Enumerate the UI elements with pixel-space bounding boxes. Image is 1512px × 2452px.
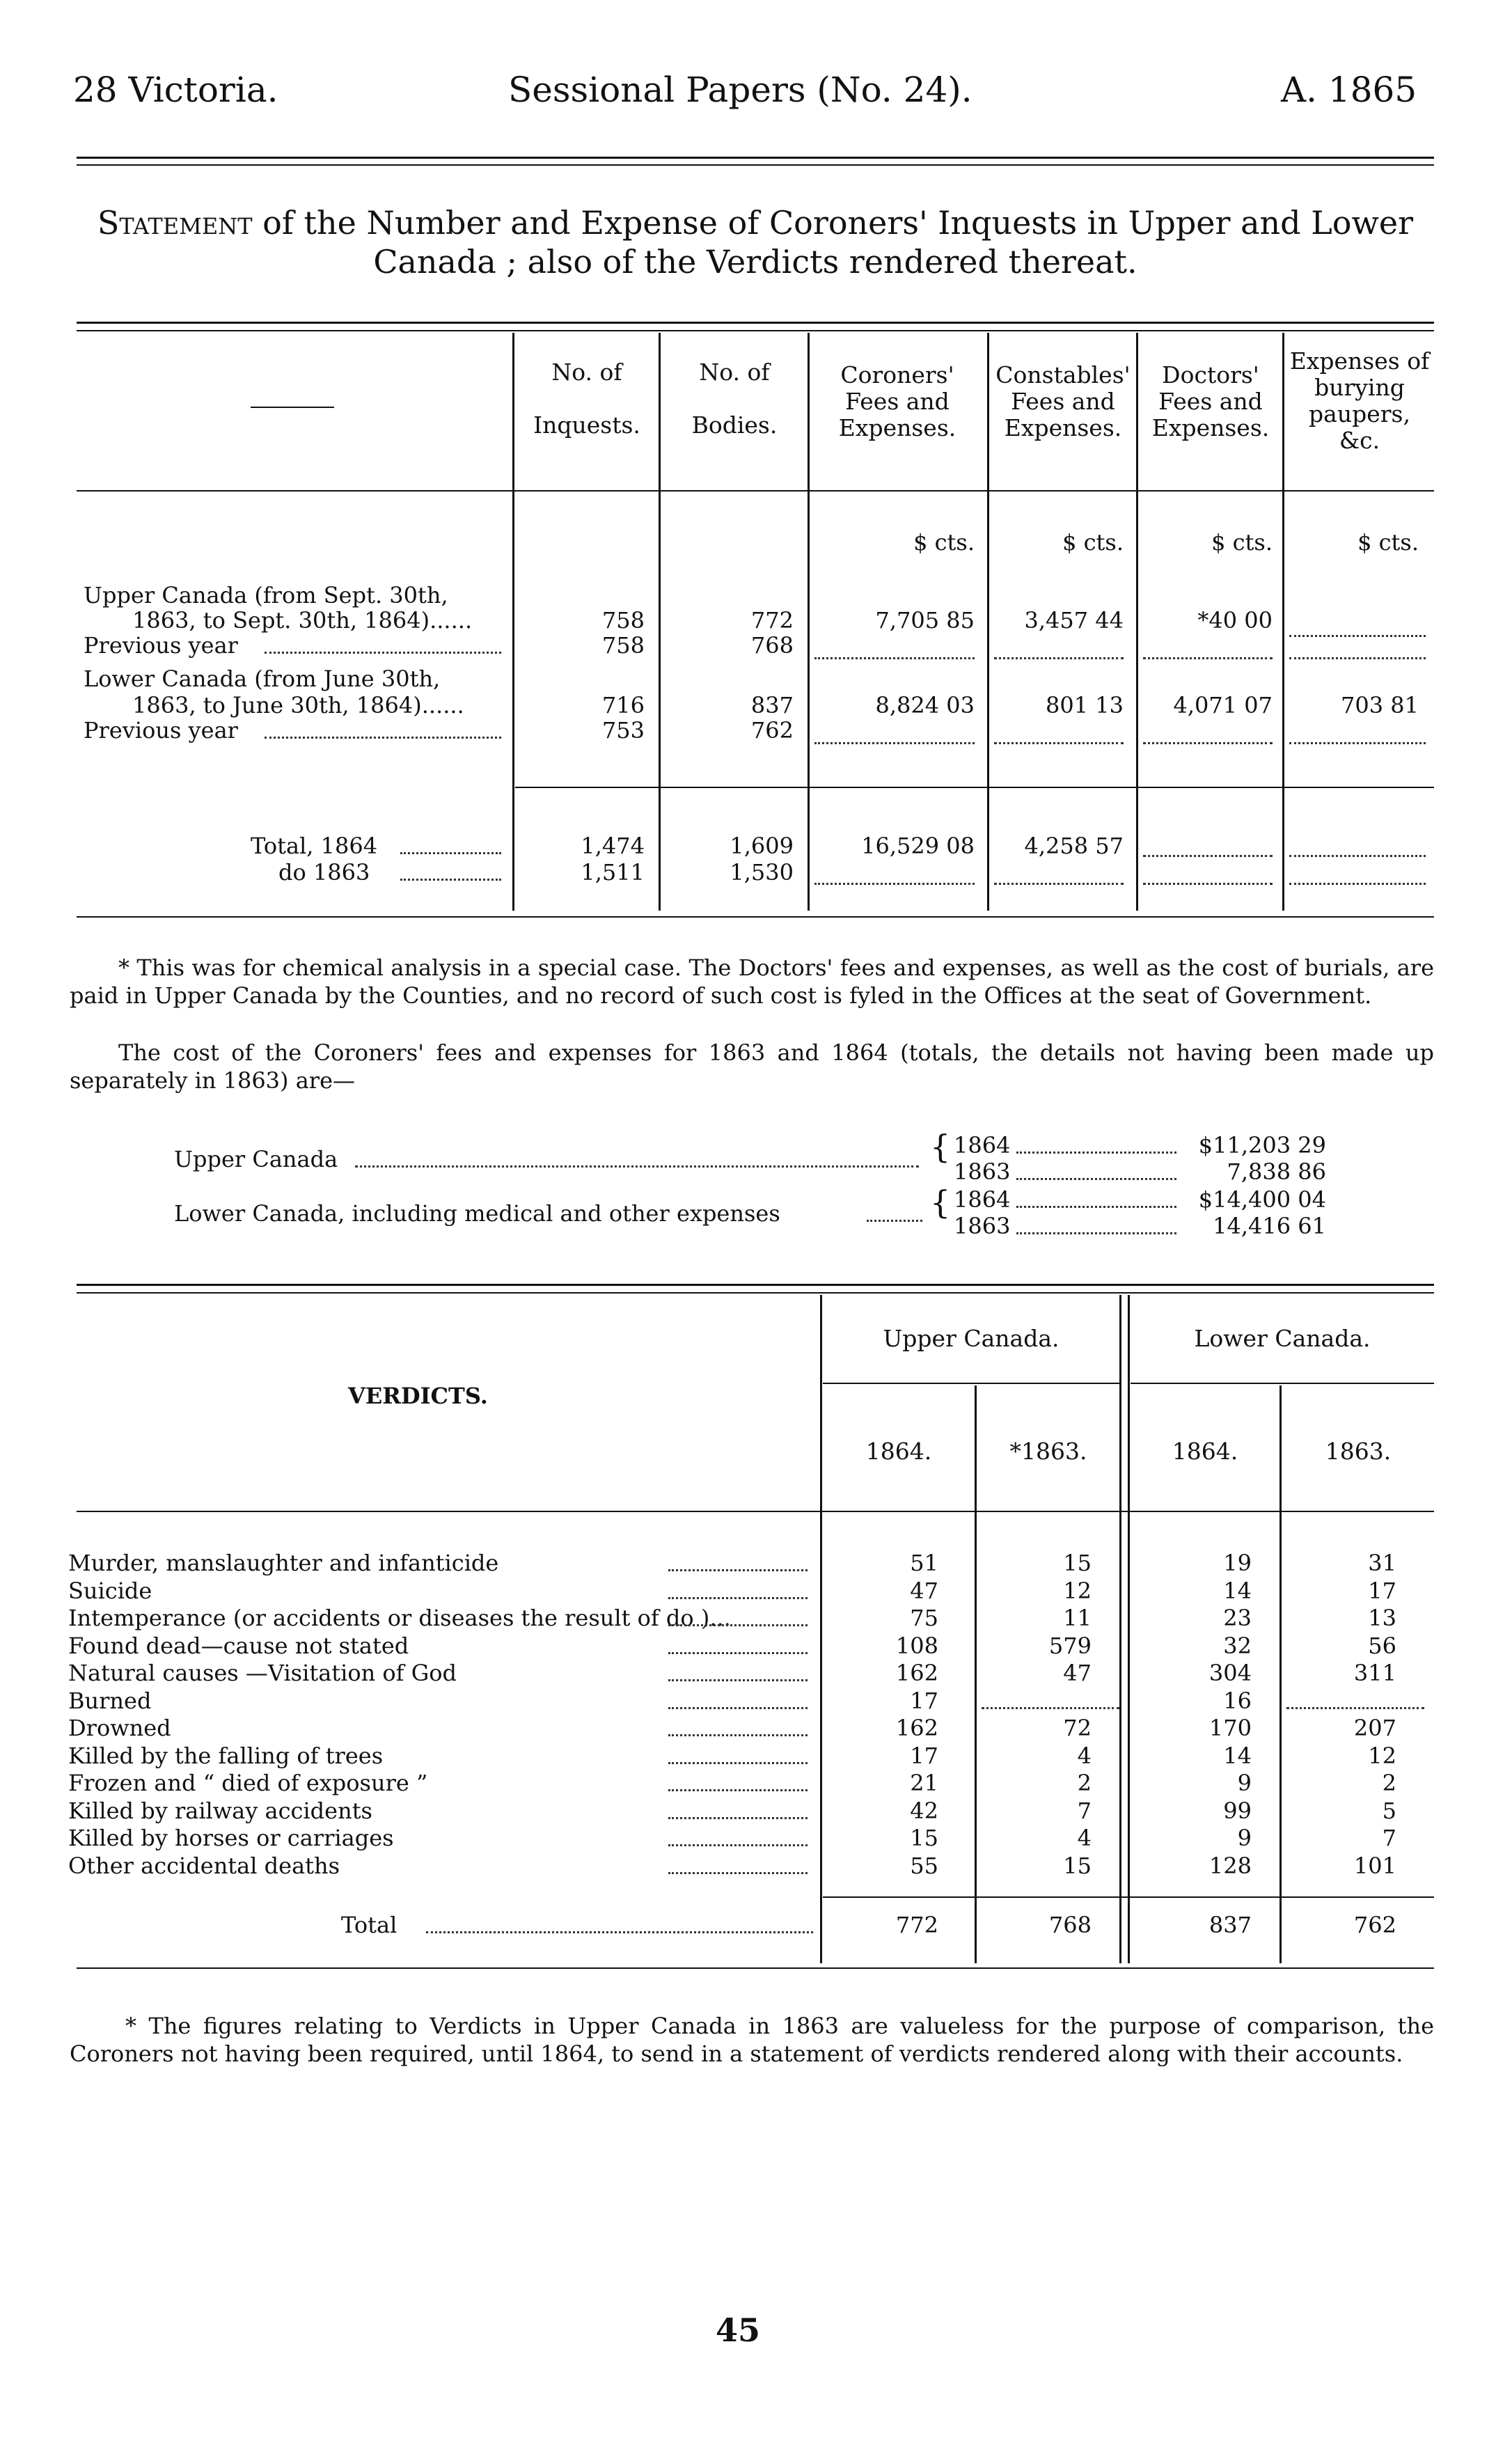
verdict-label: Killed by the falling of trees	[68, 1743, 384, 1769]
verdict-label: Other accidental deaths	[68, 1853, 340, 1879]
verdicts-top-rule-2	[77, 1292, 1434, 1294]
upper-span-rule	[823, 1383, 1119, 1384]
verdicts-header-rule	[77, 1511, 1434, 1512]
total-upper-1864: 772	[895, 1912, 938, 1938]
dotted-leader	[668, 1652, 808, 1654]
verdicts-heading: VERDICTS.	[348, 1383, 488, 1409]
verdict-label: Frozen and “ died of exposure ”	[68, 1770, 428, 1796]
cell-burying: 703 81	[1341, 692, 1419, 718]
verdict-value: 7	[1077, 1798, 1092, 1824]
table1-top-rule-2	[77, 330, 1434, 331]
dotted-leader	[668, 1817, 808, 1819]
dotted-leader	[1143, 855, 1273, 857]
verdict-label: Killed by horses or carriages	[68, 1825, 394, 1851]
verdict-value: 51	[910, 1550, 938, 1576]
th-doctors: Doctors' Fees and Expenses.	[1151, 361, 1270, 441]
cell-bodies: 1,609	[730, 833, 794, 859]
dotted-leader	[1143, 742, 1273, 744]
verdict-label: Natural causes —Visitation of God	[68, 1660, 457, 1686]
dotted-leader	[994, 883, 1124, 885]
cell-inquests: 753	[601, 717, 645, 744]
header-rule	[77, 157, 1434, 159]
dotted-leader	[668, 1872, 808, 1874]
verdict-value: 17	[1368, 1578, 1396, 1604]
dotted-leader	[668, 1707, 808, 1709]
dotted-leader	[1289, 657, 1426, 659]
cell-coroners: 7,705 85	[875, 607, 975, 634]
verdict-value: 47	[910, 1578, 938, 1604]
upper-1864-year: 1864	[954, 1132, 1011, 1158]
th-inquests-1: No. of	[551, 359, 622, 386]
unit-constables: $ cts.	[1062, 529, 1124, 556]
verdict-value: 11	[1063, 1605, 1092, 1631]
verdict-value: 15	[910, 1825, 938, 1851]
verdict-value: 21	[910, 1770, 938, 1796]
verdict-label: Murder, manslaughter and infanticide	[68, 1550, 499, 1576]
row-label: Previous year	[84, 717, 238, 744]
lower-canada-header: Lower Canada.	[1194, 1325, 1371, 1352]
verdict-value: 2	[1077, 1770, 1092, 1796]
verdict-value: 7	[1382, 1825, 1396, 1851]
th-burying: Expenses of burying paupers, &c.	[1289, 347, 1430, 454]
verdicts-total-rule	[823, 1896, 1434, 1898]
col-upper-1863: *1863.	[1009, 1438, 1087, 1465]
verdict-value: 23	[1223, 1605, 1252, 1631]
verdict-value: 42	[910, 1798, 938, 1824]
verdicts-total-label: Total	[341, 1912, 397, 1938]
verdict-value: 9	[1237, 1825, 1252, 1851]
dotted-leader	[668, 1597, 808, 1599]
footnote-2: * The figures relating to Verdicts in Upper Canada in 1863 are valueless for the purpose of comparison, the Coroners not having been required, until 1864, to send in a statement of verdicts rendered along with their accounts.	[70, 2013, 1434, 2067]
total-upper-1863: 768	[1048, 1912, 1092, 1938]
col-lower-1864: 1864.	[1172, 1438, 1238, 1465]
table1-top-rule	[77, 322, 1434, 324]
dotted-leader	[1143, 657, 1273, 659]
verdict-value: 99	[1223, 1798, 1252, 1824]
verdict-value: 162	[895, 1660, 938, 1686]
dotted-leader	[1286, 1707, 1424, 1709]
verdict-value: 9	[1237, 1770, 1252, 1796]
lower-1863-value: 14,416 61	[1213, 1213, 1326, 1239]
dotted-leader	[265, 652, 501, 654]
cell-doctors: *40 00	[1197, 607, 1273, 634]
dotted-leader	[1289, 635, 1426, 637]
header-center: Sessional Papers (No. 24).	[508, 70, 972, 110]
cell-constables: 4,258 57	[1024, 833, 1124, 859]
dotted-leader	[668, 1679, 808, 1681]
verdict-value: 170	[1208, 1715, 1252, 1741]
lower-span-rule	[1131, 1383, 1434, 1384]
verdict-value: 101	[1353, 1853, 1396, 1879]
dotted-leader	[426, 1931, 813, 1933]
verdict-label: Drowned	[68, 1715, 171, 1741]
row-label: Upper Canada (from Sept. 30th,	[84, 582, 448, 608]
cell-bodies: 762	[750, 717, 794, 744]
dotted-leader	[994, 742, 1124, 744]
unit-coroners: $ cts.	[913, 529, 975, 556]
cell-bodies: 768	[750, 632, 794, 659]
table1-bottom-rule	[77, 916, 1434, 918]
table1-col-line	[1282, 333, 1284, 911]
row-label: Previous year	[84, 632, 238, 659]
dotted-leader	[668, 1762, 808, 1764]
dotted-leader	[994, 657, 1124, 659]
verdict-value: 19	[1223, 1550, 1252, 1576]
page-number: 45	[715, 2311, 760, 2349]
verdict-label: Suicide	[68, 1578, 152, 1604]
row-label: do 1863	[278, 859, 370, 886]
header-rule-2	[77, 164, 1434, 166]
verdict-value: 311	[1353, 1660, 1396, 1686]
lower-1864-year: 1864	[954, 1186, 1011, 1213]
upper-canada-label: Upper Canada	[174, 1146, 338, 1172]
verdict-label: Intemperance (or accidents or diseases the result of do )...	[68, 1605, 731, 1631]
cell-inquests: 1,474	[581, 833, 645, 859]
dotted-leader	[982, 1707, 1119, 1709]
header-left: 28 Victoria.	[73, 70, 278, 110]
verdict-value: 15	[1063, 1550, 1092, 1576]
title-lead: Statement	[97, 204, 253, 242]
th-inquests-2: Inquests.	[533, 411, 640, 439]
verdict-value: 47	[1063, 1660, 1092, 1686]
verdict-value: 31	[1368, 1550, 1396, 1576]
cell-inquests: 716	[601, 692, 645, 718]
verdict-value: 75	[910, 1605, 938, 1631]
row-label: 1863, to Sept. 30th, 1864)......	[132, 607, 473, 634]
verdicts-top-rule	[77, 1284, 1434, 1286]
dotted-leader	[1289, 742, 1426, 744]
verdict-value: 128	[1208, 1853, 1252, 1879]
dotted-leader	[668, 1569, 808, 1571]
verdict-label: Burned	[68, 1688, 152, 1714]
verdict-value: 16	[1223, 1688, 1252, 1714]
cost-paragraph: The cost of the Coroners' fees and expenses for 1863 and 1864 (totals, the details not having been made up separately in 1863) are—	[70, 1039, 1434, 1094]
unit-doctors: $ cts.	[1211, 529, 1273, 556]
verdicts-col-line	[1119, 1295, 1121, 1963]
verdict-value: 108	[895, 1633, 938, 1659]
cell-coroners: 16,529 08	[861, 833, 975, 859]
cell-constables: 3,457 44	[1024, 607, 1124, 634]
cell-bodies: 772	[750, 607, 794, 634]
brace-glyph: {	[930, 1184, 951, 1221]
dotted-leader	[668, 1789, 808, 1791]
lower-1863-year: 1863	[954, 1213, 1011, 1239]
verdict-value: 55	[910, 1853, 938, 1879]
col-upper-1864: 1864.	[865, 1438, 932, 1465]
verdict-value: 14	[1223, 1743, 1252, 1769]
verdict-value: 5	[1382, 1798, 1396, 1824]
th-constables: Constables' Fees and Expenses.	[995, 361, 1131, 441]
verdict-value: 15	[1063, 1853, 1092, 1879]
th-bodies-1: No. of	[699, 359, 770, 386]
row-label: Total, 1864	[251, 833, 378, 859]
verdict-value: 17	[910, 1688, 938, 1714]
verdicts-bottom-rule	[77, 1967, 1434, 1969]
verdict-value: 2	[1382, 1770, 1396, 1796]
verdict-value: 72	[1063, 1715, 1092, 1741]
cell-bodies: 837	[750, 692, 794, 718]
cell-inquests: 758	[601, 607, 645, 634]
cell-coroners: 8,824 03	[875, 692, 975, 718]
dotted-leader	[265, 737, 501, 739]
table1-header-rule	[77, 490, 1434, 492]
dotted-leader	[814, 742, 975, 744]
verdict-value: 12	[1063, 1578, 1092, 1604]
verdict-value: 4	[1077, 1743, 1092, 1769]
dotted-leader	[1289, 883, 1426, 885]
upper-canada-header: Upper Canada.	[883, 1325, 1060, 1352]
verdict-value: 17	[910, 1743, 938, 1769]
dotted-leader	[668, 1624, 808, 1626]
verdict-value: 162	[895, 1715, 938, 1741]
cell-constables: 801 13	[1046, 692, 1124, 718]
verdict-value: 56	[1368, 1633, 1396, 1659]
dotted-leader	[814, 883, 975, 885]
verdict-value: 32	[1223, 1633, 1252, 1659]
cell-inquests: 758	[601, 632, 645, 659]
dotted-leader	[867, 1220, 922, 1222]
verdict-value: 14	[1223, 1578, 1252, 1604]
unit-burying: $ cts.	[1357, 529, 1419, 556]
stub-dash	[251, 407, 334, 408]
cell-doctors: 4,071 07	[1173, 692, 1273, 718]
dotted-leader	[1289, 855, 1426, 857]
total-lower-1864: 837	[1208, 1912, 1252, 1938]
verdict-value: 579	[1048, 1633, 1092, 1659]
title-line1: of the Number and Expense of Coroners' Inquests in Upper and Lower	[262, 204, 1414, 242]
dotted-leader	[400, 879, 501, 881]
verdict-value: 207	[1353, 1715, 1396, 1741]
dotted-leader	[668, 1844, 808, 1846]
verdict-value: 4	[1077, 1825, 1092, 1851]
col-lower-1863: 1863.	[1325, 1438, 1392, 1465]
statement-title	[70, 203, 1441, 281]
title-line2: Canada ; also of the Verdicts rendered thereat.	[373, 243, 1137, 281]
verdict-value: 12	[1368, 1743, 1396, 1769]
dotted-leader	[400, 852, 501, 854]
dotted-leader	[814, 657, 975, 659]
dotted-leader	[355, 1165, 919, 1168]
dotted-leader	[668, 1734, 808, 1736]
upper-1863-year: 1863	[954, 1158, 1011, 1185]
dotted-leader	[1143, 883, 1273, 885]
verdict-label: Found dead—cause not stated	[68, 1633, 409, 1659]
totals-rule	[515, 787, 1434, 788]
cell-bodies: 1,530	[730, 859, 794, 886]
total-lower-1863: 762	[1353, 1912, 1396, 1938]
header-right: A. 1865	[1281, 70, 1417, 110]
lower-1864-value: $14,400 04	[1198, 1186, 1326, 1213]
verdict-value: 13	[1368, 1605, 1396, 1631]
footnote-1: * This was for chemical analysis in a special case. The Doctors' fees and expenses, as well as the cost of burials, are paid in Upper Canada by the Counties, and no record of such cost is fyled in the Offices at the seat of Government.	[70, 954, 1434, 1009]
row-label: 1863, to June 30th, 1864)......	[132, 692, 464, 718]
lower-canada-label: Lower Canada, including medical and other expenses	[174, 1200, 780, 1227]
th-coroners: Coroners' Fees and Expenses.	[838, 361, 956, 441]
verdict-value: 304	[1208, 1660, 1252, 1686]
cell-inquests: 1,511	[581, 859, 645, 886]
brace-glyph: {	[930, 1128, 951, 1165]
upper-1863-value: 7,838 86	[1227, 1158, 1326, 1185]
th-bodies-2: Bodies.	[691, 411, 778, 439]
upper-1864-value: $11,203 29	[1198, 1132, 1326, 1158]
row-label: Lower Canada (from June 30th,	[84, 666, 441, 692]
verdict-label: Killed by railway accidents	[68, 1798, 372, 1824]
